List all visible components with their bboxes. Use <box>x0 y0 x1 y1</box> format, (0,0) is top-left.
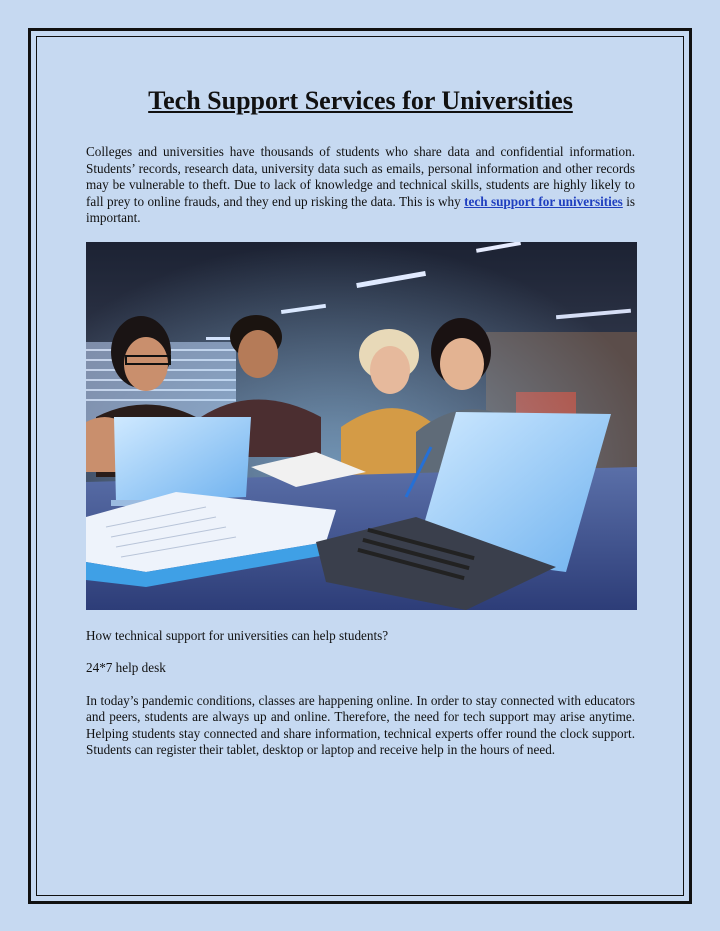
tech-support-link[interactable]: tech support for universities <box>464 193 623 209</box>
intro-text-after: is important. <box>86 193 636 225</box>
document-title: Tech Support Services for Universities <box>148 86 573 115</box>
intro-paragraph <box>86 144 635 227</box>
students-photo <box>86 242 637 610</box>
intro-text-before: Colleges and universities have thousands of students who share data and confidential information. Students’ records, research data, university data such as emails, personal information and other records may be vulnerable to theft. Due to lack of knowledge and technical skills, students are highly likely to fall prey to online frauds, and they end up risking the data. This is why <box>86 144 635 209</box>
help-desk-heading: 24*7 help desk <box>86 660 166 675</box>
help-question: How technical support for universities can help students? <box>86 627 389 643</box>
document-content <box>86 86 635 759</box>
help-desk-paragraph: In today’s pandemic conditions, classes are happening online. In order to stay connected with educators and peers, students are always up and online. Therefore, the need for tech support may arise anytime. Helping students stay connected and share information, technical experts offer round the clock support. Students can register their tablet, desktop or laptop and receive help in the hours of need. <box>86 692 635 757</box>
